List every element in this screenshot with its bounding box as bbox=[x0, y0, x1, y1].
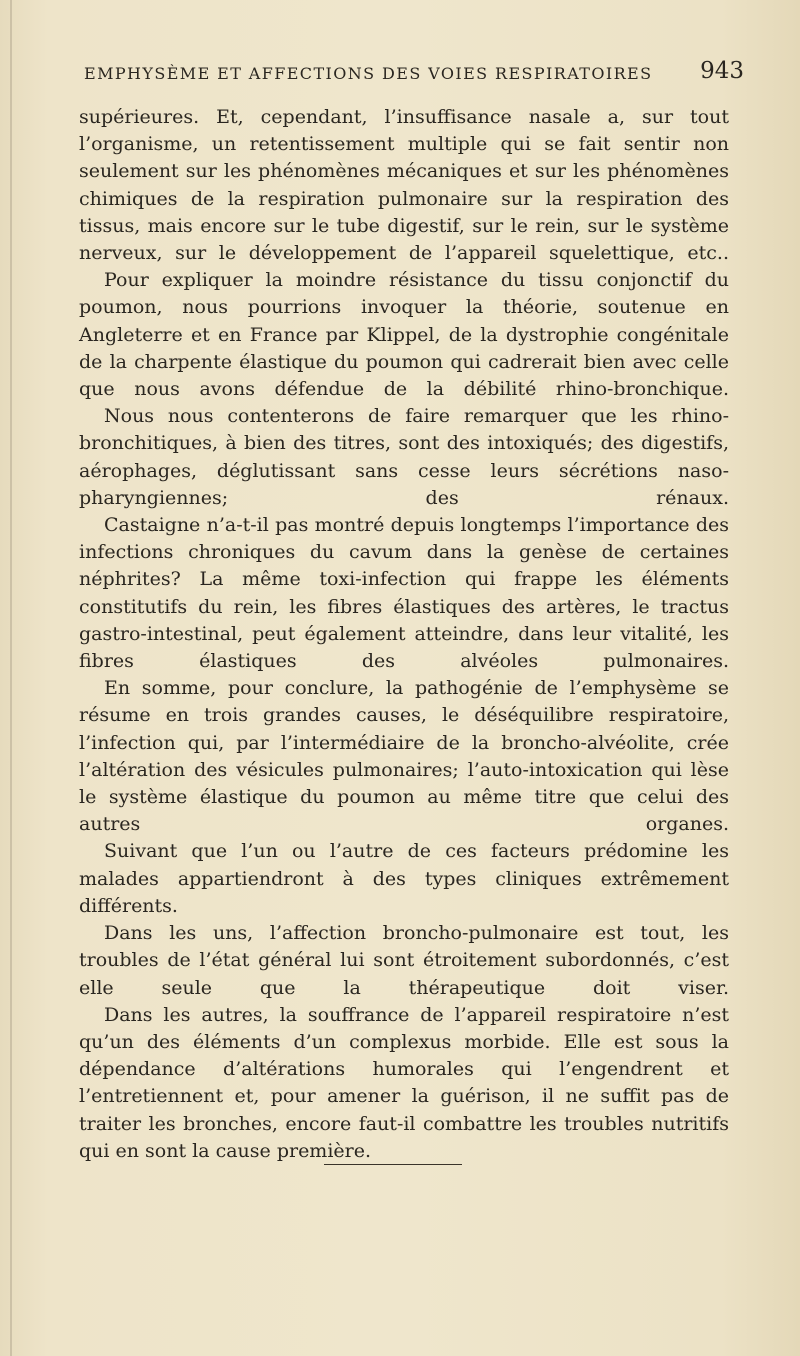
page-number: 943 bbox=[700, 58, 744, 84]
running-title: EMPHYSÈME ET AFFECTIONS DES VOIES RESPIRATOIRES bbox=[84, 64, 653, 83]
paragraph: En somme, pour conclure, la pathogénie de l’emphysème se résume en trois grandes causes, le déséquilibre respiratoire, l’infection qui, par l’intermédiaire de la broncho-alvéolite, crée l’altération des vésicules pulmonaires; l’auto-intoxication qui lèse le système élastique du poumon au même titre que celui des autres organes. bbox=[79, 677, 729, 836]
paragraph: Nous nous contenterons de faire remarquer que les rhino-bronchitiques, à bien des titres, sont des intoxiqués; des digestifs, aérophages, déglutissant sans cesse leurs sécrétions naso-pharyngiennes; des rénaux. bbox=[79, 405, 729, 509]
paragraph: Dans les autres, la souffrance de l’appareil respiratoire n’est qu’un des éléments d’un complexus morbide. Elle est sous la dépendance d’altérations humorales qui l’engendrent et l’entretiennent et, pour amener la guérison, il ne suffit pas de traiter les bronches, encore faut-il combattre les troubles nutritifs qui en sont la cause première. bbox=[79, 1003, 729, 1162]
paragraph: Pour expliquer la moindre résistance du tissu conjonctif du poumon, nous pourrions invoquer la théorie, soutenue en Angleterre et en France par Klippel, de la dystrophie congénitale de la charpente élastique du poumon qui cadrerait bien avec celle que nous avons défendue de la débilité rhino-bronchique. bbox=[79, 269, 729, 401]
paragraph: Suivant que l’un ou l’autre de ces facteurs prédomine les malades appartiendront à des types cliniques extrêmement différents. bbox=[79, 840, 729, 917]
end-rule-divider bbox=[324, 1164, 462, 1165]
paragraph: Dans les uns, l’affection broncho-pulmonaire est tout, les troubles de l’état général lui sont étroitement subordonnés, c’est elle seule que la thérapeutique doit viser. bbox=[79, 922, 729, 999]
page-header bbox=[84, 56, 744, 90]
page-edge-shadow bbox=[10, 0, 12, 1356]
paragraph: Castaigne n’a-t-il pas montré depuis longtemps l’importance des infections chroniques du cavum dans la genèse de certaines néphrites? La même toxi-infection qui frappe les éléments constitutifs du rein, les fibres élastiques des artères, le tractus gastro-intestinal, peut également atteindre, dans leur vitalité, les fibres élastiques des alvéoles pulmonaires. bbox=[79, 514, 729, 673]
paragraph: supérieures. Et, cependant, l’insuffisance nasale a, sur tout l’organisme, un retentissement multiple qui se fait sentir non seulement sur les phénomènes mécaniques et sur les phénomènes chimiques de la respiration pulmonaire sur la respiration des tissus, mais encore sur le tube digestif, sur le rein, sur le système nerveux, sur le développement de l’appareil squelettique, etc.. bbox=[79, 106, 729, 265]
body-text bbox=[79, 104, 729, 1165]
